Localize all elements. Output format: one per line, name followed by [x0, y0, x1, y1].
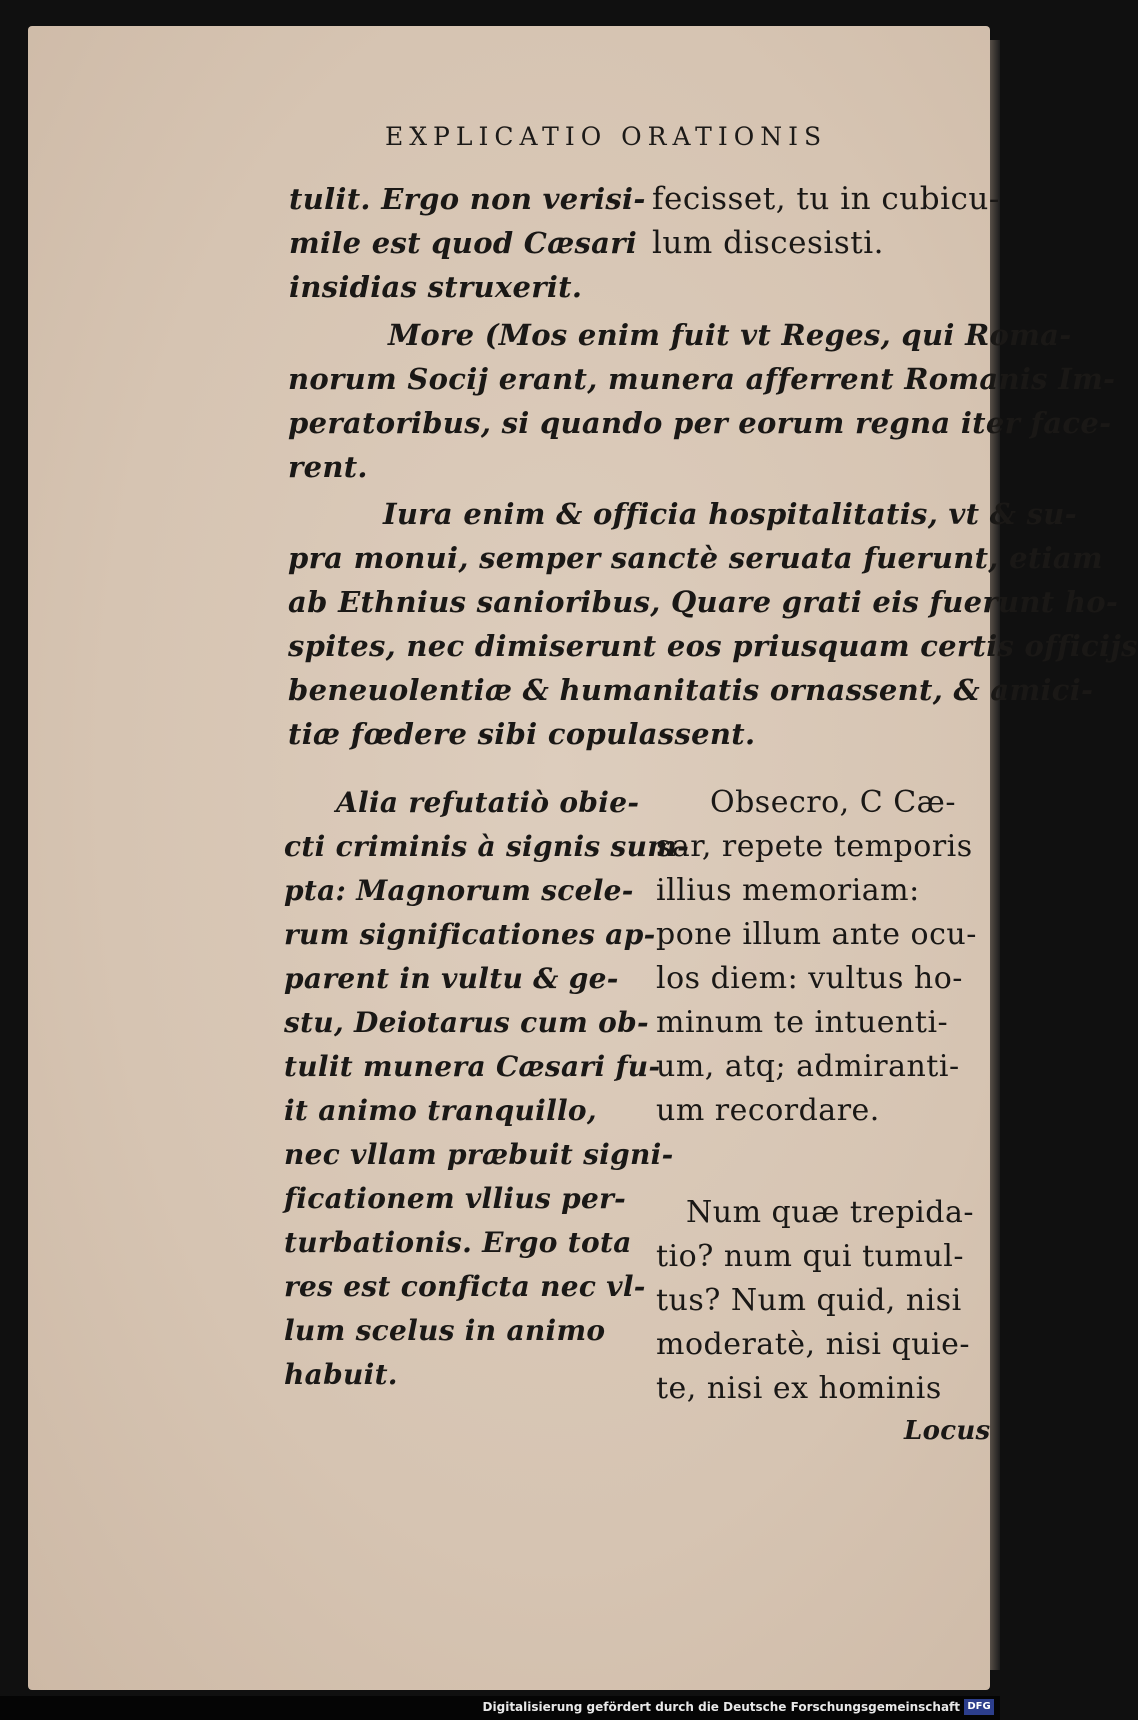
marginal-note-left-1: [289, 177, 646, 309]
text-line: illius memoriam:: [656, 873, 920, 908]
text-line: pra monui, semper sanctè seruata fuerunt, etiam: [288, 541, 1103, 575]
text-line: rent.: [288, 450, 368, 484]
text-line: pone illum ante ocu-: [656, 917, 977, 952]
text-line: moderatè, nisi quie-: [656, 1327, 971, 1362]
text-line: Alia refutatiò obie-: [336, 786, 640, 819]
text-line: minum te intuenti-: [656, 1005, 949, 1040]
marginal-note-left-2: [284, 781, 689, 1397]
text-line: habuit.: [284, 1358, 398, 1391]
text-line: ab Ethnius sanioribus, Quare grati eis fuerunt ho-: [288, 585, 1119, 619]
text-line: spites, nec dimiserunt eos priusquam certis officijs: [288, 629, 1138, 663]
text-line: peratoribus, si quando per eorum regna iter face-: [288, 406, 1112, 440]
text-line: tus? Num quid, nisi: [656, 1283, 962, 1318]
text-line: tulit. Ergo non verisi-: [289, 182, 646, 216]
text-line: um recordare.: [656, 1093, 880, 1128]
paragraph-iura: [288, 492, 1138, 756]
text-line: pta: Magnorum scele-: [284, 874, 634, 907]
dfg-logo: DFG: [964, 1699, 994, 1715]
body-text-right-3: [656, 1191, 974, 1411]
body-text-right-2: [656, 781, 977, 1133]
text-line: turbationis. Ergo tota: [284, 1226, 632, 1259]
catchword: Locus: [904, 1416, 991, 1446]
text-line: Num quæ trepida-: [686, 1195, 974, 1230]
text-line: it animo tranquillo,: [284, 1094, 597, 1127]
text-line: More (Mos enim fuit vt Reges, qui Roma-: [388, 318, 1072, 352]
text-line: um, atq; admiranti-: [656, 1049, 960, 1084]
text-line: te, nisi ex hominis: [656, 1371, 942, 1406]
text-line: tulit munera Cæsari fu-: [284, 1050, 661, 1083]
text-line: mile est quod Cæsari: [289, 226, 638, 260]
text-line: parent in vultu & ge-: [284, 962, 619, 995]
text-line: sar, repete temporis: [656, 829, 973, 864]
text-line: norum Socij erant, munera afferrent Romanis Im-: [288, 362, 1116, 396]
body-text-right-1: [652, 177, 1000, 265]
paragraph-more: [288, 313, 1115, 489]
text-line: lum discesisti.: [652, 225, 884, 261]
text-line: tiæ fœdere sibi copulassent.: [288, 717, 756, 751]
text-line: los diem: vultus ho-: [656, 961, 963, 996]
text-line: nec vllam præbuit signi-: [284, 1138, 674, 1171]
text-line: beneuolentiæ & humanitatis ornassent, & amici-: [288, 673, 1094, 707]
text-line: stu, Deiotarus cum ob-: [284, 1006, 649, 1039]
text-line: rum significationes ap-: [284, 918, 656, 951]
text-line: ficationem vllius per-: [284, 1182, 627, 1215]
running-title: EXPLICATIO ORATIONIS: [385, 122, 828, 151]
text-line: res est conficta nec vl-: [284, 1270, 646, 1303]
text-line: cti criminis à signis sum-: [284, 830, 690, 863]
text-line: lum scelus in animo: [284, 1314, 606, 1347]
text-line: tio? num qui tumul-: [656, 1239, 964, 1274]
text-line: fecisset, tu in cubicu-: [652, 181, 1000, 217]
text-line: insidias struxerit.: [289, 270, 583, 304]
text-line: Obsecro, C Cæ-: [710, 785, 957, 820]
text-line: Iura enim & officia hospitalitatis, vt & su-: [383, 497, 1077, 531]
footer-credit: Digitalisierung gefördert durch die Deutsche Forschungsgemeinschaft: [482, 1700, 960, 1714]
